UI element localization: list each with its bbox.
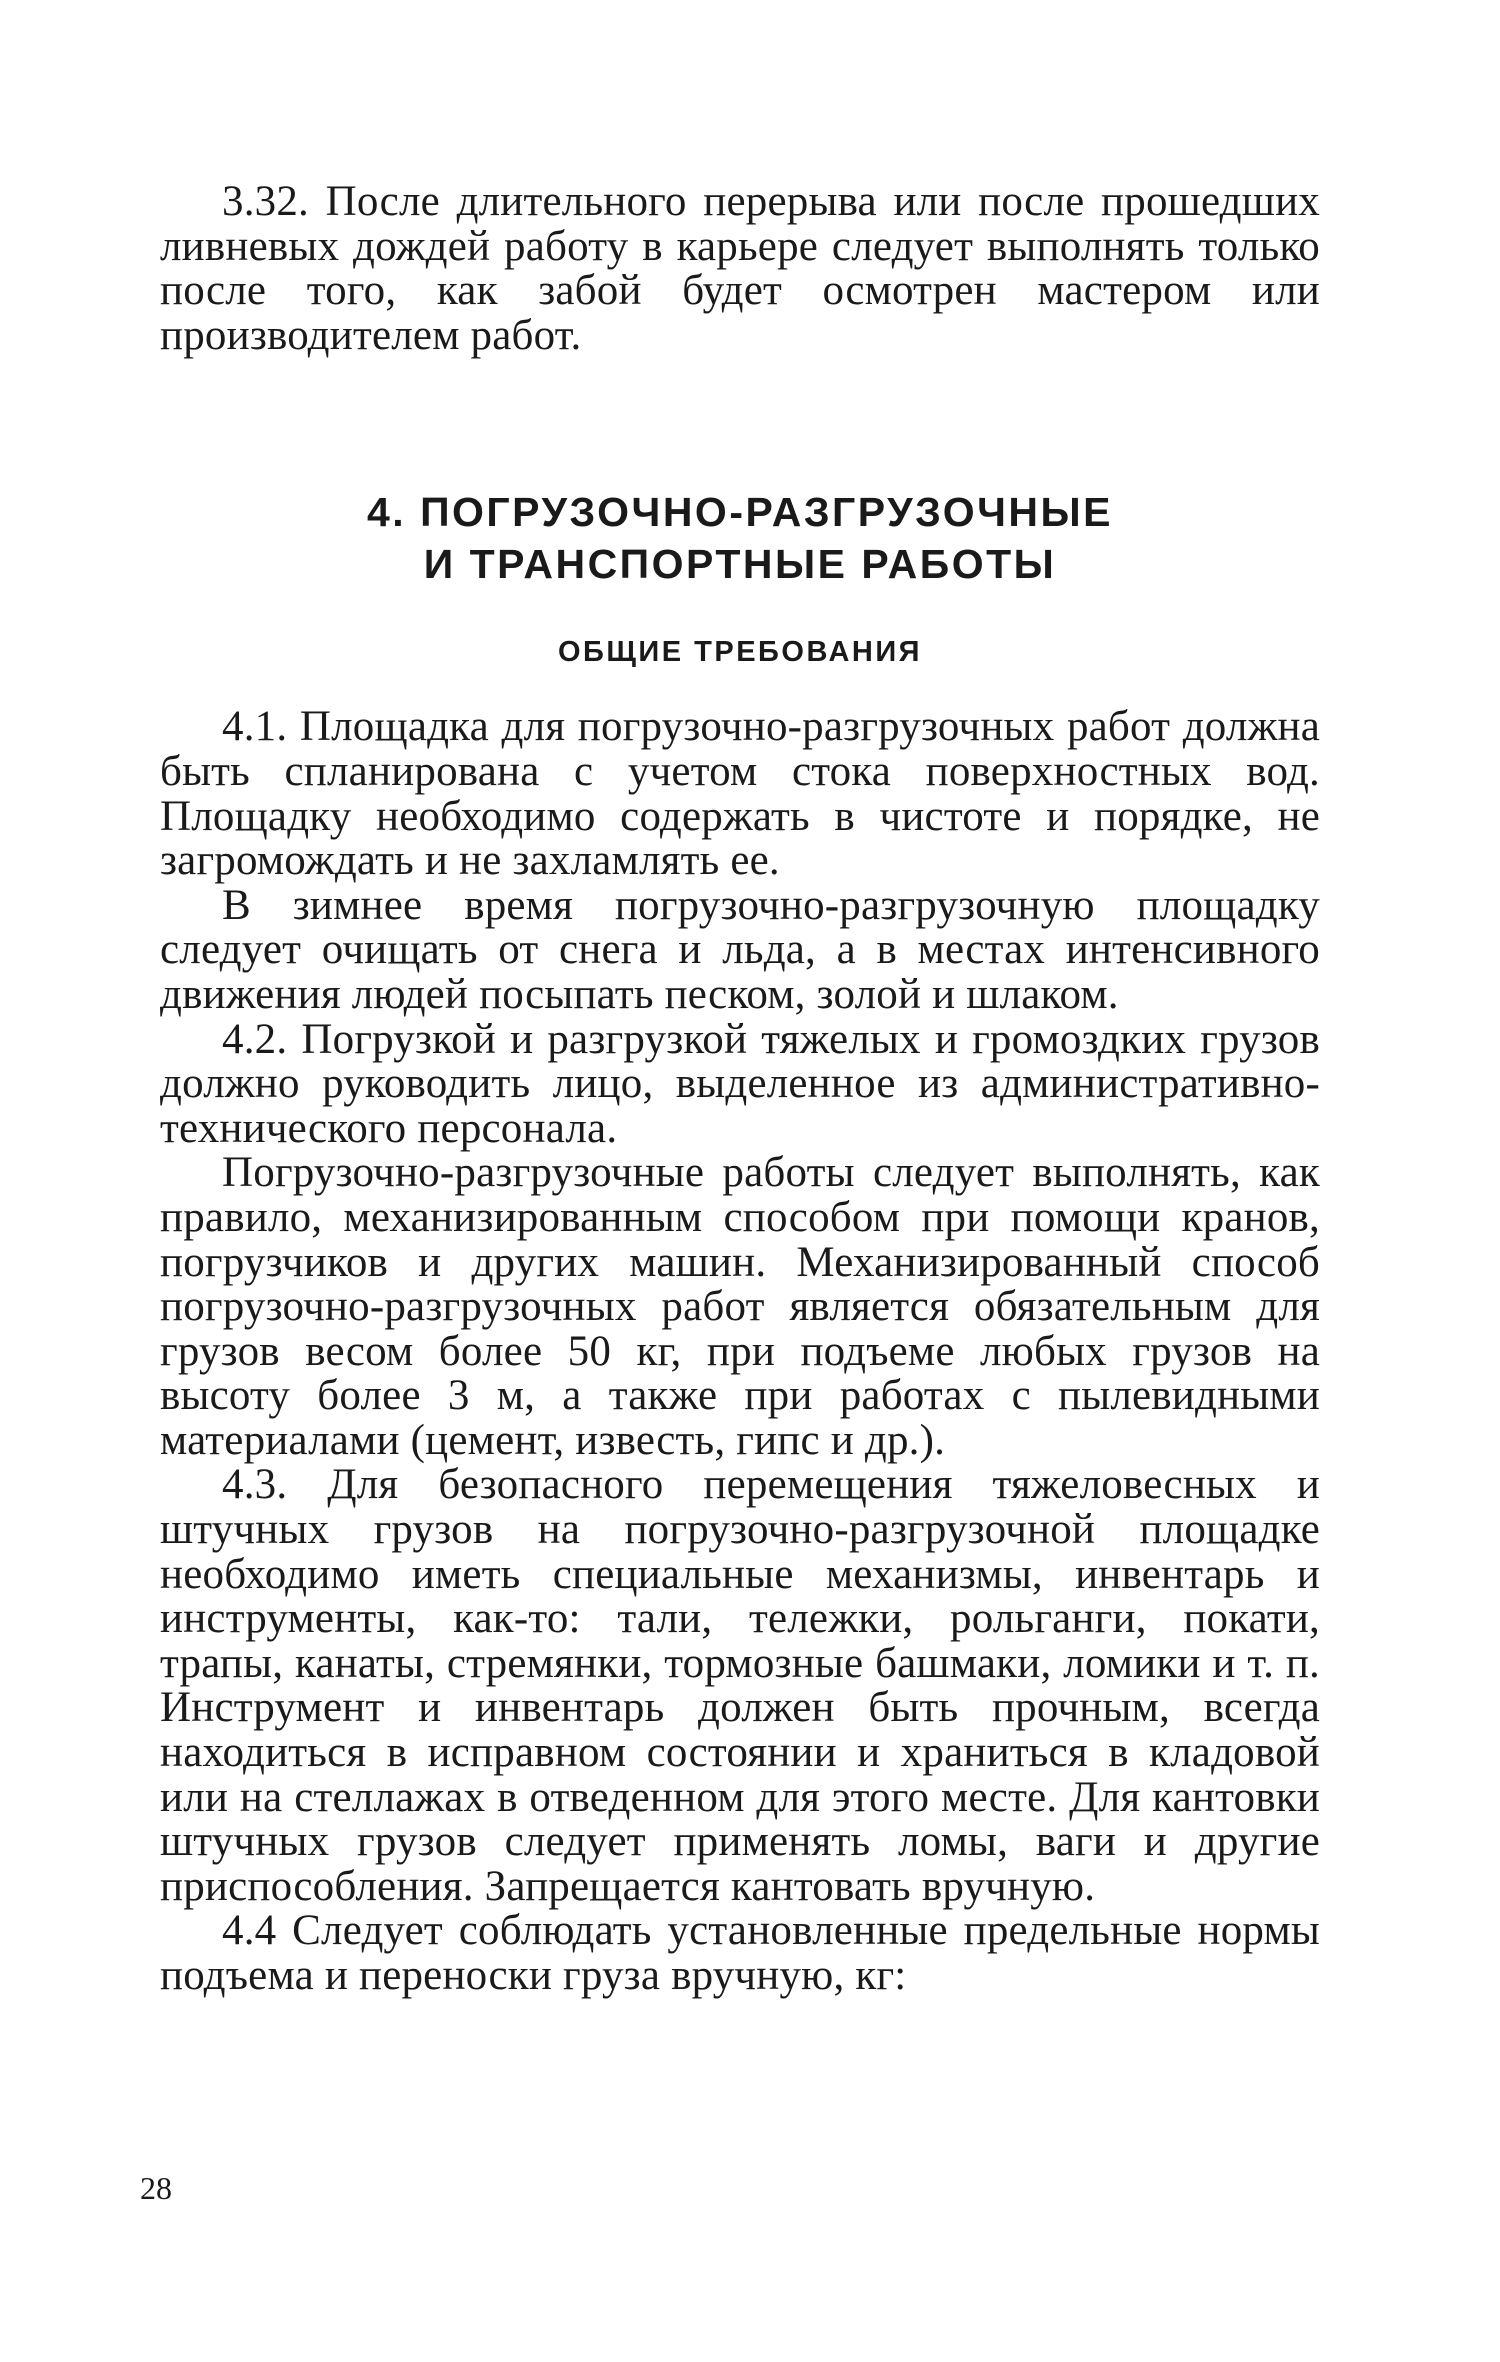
paragraph-mechanized: Погрузочно-разгрузочные работы следует выполнять, как правило, механизированным способом при помощи кранов, погрузчиков и других машин. Механизированный способ погрузочно-разгрузочных работ является обязательным для грузов весом более 50 кг, при подъеме любых грузов на высоту более 3 м, а также при работах с пылевидными материалами (цемент, известь, гипс и др.). bbox=[160, 1149, 1320, 1464]
page-number: 28 bbox=[140, 2170, 172, 2206]
paragraph-4-2: 4.2. Погрузкой и разгрузкой тяжелых и громоздких грузов должно руководить лицо, выделенное из административно-технического персонала. bbox=[160, 1015, 1320, 1152]
paragraph-winter: В зимнее время погрузочно-разгрузочную площадку следует очищать от снега и льда, а в местах интенсивного движения людей посыпать песком, золой и шлаком. bbox=[160, 881, 1320, 1018]
paragraph-4-1: 4.1. Площадка для погрузочно-разгрузочных работ должна быть спланирована с учетом стока поверхностных вод. Площадку необходимо содержать в чистоте и порядке, не загромождать и не захламлять ее. bbox=[160, 703, 1320, 885]
paragraph-3-32: 3.32. После длительного перерыва или после прошедших ливневых дождей работу в карьере следует выполнять только после того, как забой будет осмотрен мастером или производителем работ. bbox=[160, 178, 1320, 359]
section-subtitle: ОБЩИЕ ТРЕБОВАНИЯ bbox=[557, 636, 923, 669]
section-title-line-1: 4. ПОГРУЗОЧНО-РАЗГРУЗОЧНЫЕ bbox=[366, 489, 1114, 536]
paragraph-4-4: 4.4 Следует соблюдать установленные предельные нормы подъема и переноски груза вручную, кг: bbox=[160, 1907, 1320, 1999]
page-content bbox=[160, 180, 1320, 1999]
paragraph-4-3: 4.3. Для безопасного перемещения тяжеловесных и штучных грузов на погрузочно-разгрузочной площадке необходимо иметь специальные механизмы, инвентарь и инструменты, как-то: тали, тележки, рольганги, покати, трапы, канаты, стремянки, тормозные башмаки, ломики и т. п. Инструмент и инвентарь должен быть прочным, всегда находиться в исправном состоянии и храниться в кладовой или на стеллажах в отведенном для этого месте. Для кантовки штучных грузов следует применять ломы, ваги и другие приспособления. Запрещается кантовать вручную. bbox=[160, 1461, 1320, 1910]
section-title-line-2: И ТРАНСПОРТНЫЕ РАБОТЫ bbox=[423, 541, 1057, 588]
section-title bbox=[160, 486, 1320, 590]
